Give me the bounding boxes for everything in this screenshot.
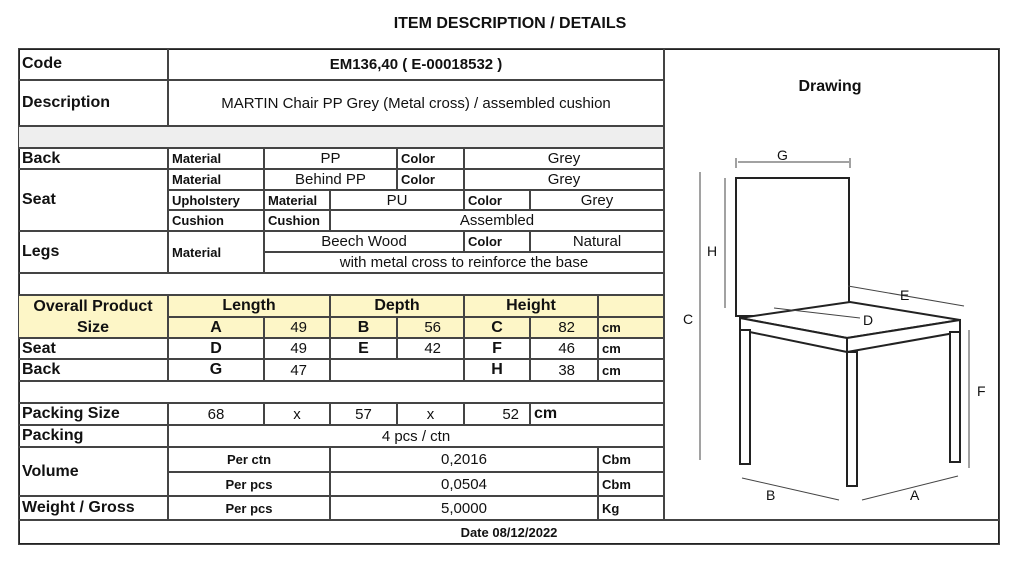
- dim-f-value: 46: [530, 338, 598, 359]
- dim-overall-unit: cm: [598, 317, 664, 338]
- dim-h-letter: H: [464, 359, 530, 381]
- spacer-row-3: [18, 381, 664, 403]
- upholstery-material: PU: [330, 190, 464, 210]
- drawing-letter-h: H: [707, 243, 718, 259]
- dim-e-value: 42: [397, 338, 464, 359]
- upholstery-material-label: Material: [264, 190, 330, 210]
- volume-per-ctn: 0,2016: [330, 447, 598, 472]
- volume-label: Volume: [18, 447, 168, 496]
- seat-color-label: Color: [397, 169, 464, 190]
- seat-material: Behind PP: [264, 169, 397, 190]
- dim-g-value: 47: [264, 359, 330, 381]
- date-footer: Date 08/12/2022: [18, 520, 1000, 545]
- weight-value: 5,0000: [330, 496, 598, 520]
- upholstery-color: Grey: [530, 190, 664, 210]
- back-color: Grey: [464, 148, 664, 169]
- seat-color: Grey: [464, 169, 664, 190]
- dim-d-letter: D: [168, 338, 264, 359]
- packing-length: 68: [168, 403, 264, 425]
- legs-label: Legs: [18, 231, 168, 273]
- packing-size-unit: cm: [530, 403, 664, 425]
- seat-label: Seat: [18, 169, 168, 231]
- cushion-sub-label: Cushion: [264, 210, 330, 231]
- volume-per-ctn-unit: Cbm: [598, 447, 664, 472]
- code-label: Code: [18, 48, 168, 80]
- seat-material-label: Material: [168, 169, 264, 190]
- dim-d-value: 49: [264, 338, 330, 359]
- overall-size-label: [18, 295, 168, 338]
- overall-size-label-line2: Size: [76, 318, 109, 336]
- overall-size-label-line1: Overall Product: [33, 297, 153, 315]
- dims-seat-label: Seat: [18, 338, 168, 359]
- packing-x-1: x: [264, 403, 330, 425]
- packing-label: Packing: [18, 425, 168, 447]
- drawing-letter-c: C: [683, 311, 694, 327]
- cushion-label: Cushion: [168, 210, 264, 231]
- chair-drawing: [664, 130, 1000, 518]
- dim-b-letter: B: [330, 317, 397, 338]
- volume-per-pcs: 0,0504: [330, 472, 598, 496]
- drawing-letter-a: A: [910, 487, 920, 503]
- dim-a-value: 49: [264, 317, 330, 338]
- drawing-letter-f: F: [977, 383, 986, 399]
- dims-back-label: Back: [18, 359, 168, 381]
- packing-x-2: x: [397, 403, 464, 425]
- depth-header: Depth: [330, 295, 464, 317]
- dim-b-value: 56: [397, 317, 464, 338]
- dim-h-value: 38: [530, 359, 598, 381]
- unit-header: [598, 295, 664, 317]
- packing-size-label: Packing Size: [18, 403, 168, 425]
- height-header: Height: [464, 295, 598, 317]
- back-material-label: Material: [168, 148, 264, 169]
- dim-f-letter: F: [464, 338, 530, 359]
- document-title: ITEM DESCRIPTION / DETAILS: [393, 15, 627, 32]
- spacer-row: [18, 126, 664, 148]
- dim-g-letter: G: [168, 359, 264, 381]
- upholstery-label: Upholstery: [168, 190, 264, 210]
- spacer-row-2: [18, 273, 664, 295]
- dim-seat-unit: cm: [598, 338, 664, 359]
- back-label: Back: [18, 148, 168, 169]
- back-color-label: Color: [397, 148, 464, 169]
- drawing-letter-d: D: [863, 312, 874, 328]
- cushion-value: Assembled: [330, 210, 664, 231]
- drawing-letter-g: G: [777, 147, 788, 163]
- volume-per-pcs-label: Per pcs: [168, 472, 330, 496]
- legs-material: Beech Wood: [264, 231, 464, 252]
- dim-c-letter: C: [464, 317, 530, 338]
- drawing-letter-b: B: [766, 487, 776, 503]
- packing-width: 57: [330, 403, 397, 425]
- dim-a-letter: A: [168, 317, 264, 338]
- legs-color-label: Color: [464, 231, 530, 252]
- packing-height: 52: [464, 403, 530, 425]
- dim-c-value: 82: [530, 317, 598, 338]
- back-material: PP: [264, 148, 397, 169]
- legs-note: with metal cross to reinforce the base: [264, 252, 664, 273]
- volume-per-pcs-unit: Cbm: [598, 472, 664, 496]
- weight-per-pcs-label: Per pcs: [168, 496, 330, 520]
- drawing-label: Drawing: [798, 78, 862, 95]
- weight-unit: Kg: [598, 496, 664, 520]
- drawing-letter-e: E: [900, 287, 910, 303]
- weight-label: Weight / Gross: [18, 496, 168, 520]
- description-label: Description: [18, 80, 168, 126]
- dim-back-unit: cm: [598, 359, 664, 381]
- description-value: MARTIN Chair PP Grey (Metal cross) / assembled cushion: [168, 80, 664, 126]
- dim-e-letter: E: [330, 338, 397, 359]
- volume-per-ctn-label: Per ctn: [168, 447, 330, 472]
- legs-material-label: Material: [168, 231, 264, 273]
- packing-value: 4 pcs / ctn: [168, 425, 664, 447]
- dim-back-empty: [330, 359, 464, 381]
- length-header: Length: [168, 295, 330, 317]
- code-value: EM136,40 ( E-00018532 ): [168, 48, 664, 80]
- legs-color: Natural: [530, 231, 664, 252]
- upholstery-color-label: Color: [464, 190, 530, 210]
